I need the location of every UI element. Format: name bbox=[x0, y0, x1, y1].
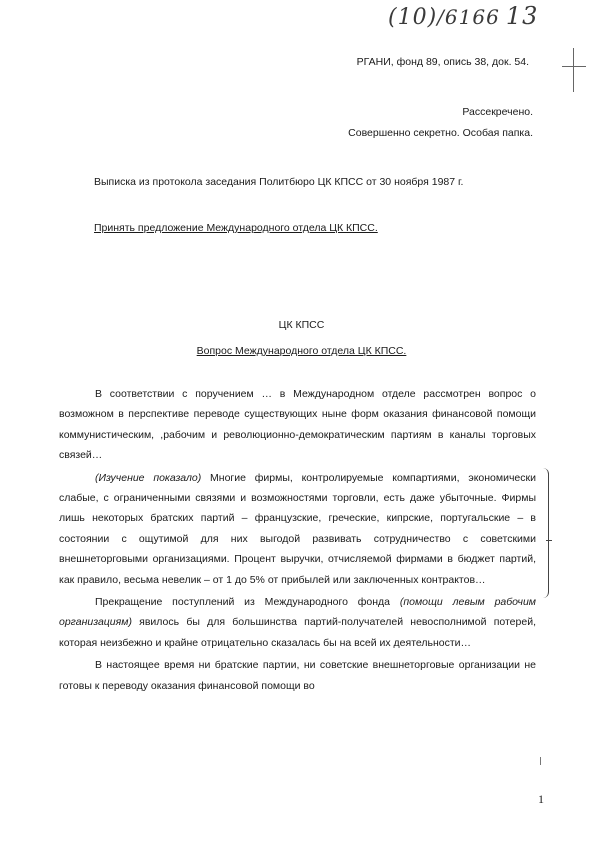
declassified-stamp: Рассекречено. bbox=[462, 106, 533, 118]
handwritten-folio-number: /6166 bbox=[437, 5, 500, 29]
body-text bbox=[59, 384, 536, 698]
handwritten-archive-note bbox=[388, 2, 538, 30]
margin-cross-mark-horizontal bbox=[562, 66, 586, 67]
handwritten-paren-number: (10) bbox=[388, 5, 438, 30]
paragraph-3 bbox=[59, 592, 536, 653]
archive-reference: РГАНИ, фонд 89, опись 38, док. 54. bbox=[356, 56, 529, 68]
paragraph-1: В соответствии с поручением … в Международном отделе рассмотрен вопрос о возможном в перспективе переводе существующих ныне форм оказания финансовой помощи коммунистическим, ,рабочим и революционно-демократическим партиям в каналы торговых связей… bbox=[59, 388, 536, 462]
margin-cross-mark bbox=[573, 48, 574, 92]
margin-bracket-mark bbox=[540, 468, 549, 598]
paragraph-3-italic: (помощи левым рабочим организациям) bbox=[59, 596, 536, 629]
paragraph-3-lead: Прекращение поступлений из Международного фонда bbox=[95, 596, 400, 609]
extract-title: Выписка из протокола заседания Политбюро ЦК КПСС от 30 ноября 1987 г. bbox=[94, 176, 464, 188]
subject-text: Вопрос Международного отдела ЦК КПСС. bbox=[196, 345, 407, 357]
subject-heading bbox=[0, 345, 603, 357]
paragraph-3-text: явилось бы для большинства партий-получателей невосполнимой потерей, которая неизбежно и крайне отрицательно сказалась бы на всей их деятельности… bbox=[59, 616, 536, 649]
paragraph-2 bbox=[59, 468, 536, 590]
handwritten-page-number: 13 bbox=[505, 2, 539, 30]
addressee-heading: ЦК КПСС bbox=[278, 319, 325, 331]
paragraph-2-text: Многие фирмы, контролируемые компартиями, экономически слабые, с ограниченными связями и возможностями торговли, есть даже убыточные. Фирмы лишь некоторых братских партий – французские, греческие, кипрские, португальские – в состоянии с ощутимой для них выгодой развивать сотрудничество с советскими внешнеторговыми организациями. Процент выручки, отчисляемой фирмами в бюджет партий, как правило, весьма невелик – от 1 до 5% от прибылей или заключенных контрактов… bbox=[59, 471, 536, 586]
decision-text: Принять предложение Международного отдела ЦК КПСС. bbox=[94, 222, 378, 234]
margin-bracket-tick bbox=[546, 540, 552, 541]
classification-label: Совершенно секретно. Особая папка. bbox=[348, 127, 533, 139]
paragraph-2-italic-lead: (Изучение показало) bbox=[95, 471, 202, 484]
margin-tick-mark bbox=[540, 757, 541, 765]
page-number: 1 bbox=[538, 792, 544, 806]
paragraph-4: В настоящее время ни братские партии, ни советские внешнеторговые организации не готовы к переводу оказания финансовой помощи во bbox=[59, 659, 536, 692]
